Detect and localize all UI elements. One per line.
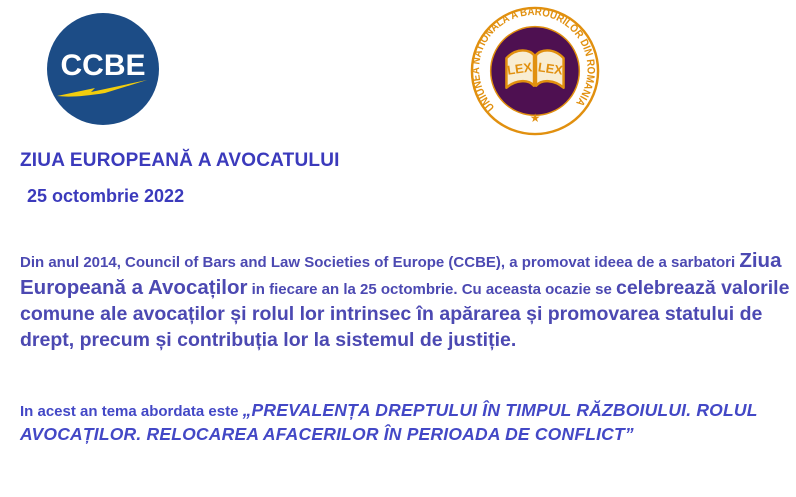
event-date: 25 octombrie 2022: [27, 186, 185, 206]
unbr-seal-graphic: [466, 5, 604, 137]
intro-text-middle: in fiecare an la 25 octombrie. Cu aceasta ocazie se: [247, 281, 616, 299]
page-title: ZIUA EUROPEANĂ A AVOCATULUI: [20, 150, 340, 171]
seal-ring-text: UNIUNEA NATIONALA A BAROURILOR DIN ROMANIA: [470, 5, 597, 114]
seal-star-icon: ★: [529, 111, 541, 126]
intro-paragraph: [20, 247, 792, 353]
intro-text-lead: Din anul 2014, Council of Bars and Law Societies of Europe (CCBE), a promovat ideea de a sarbatori: [20, 254, 740, 271]
unbr-seal-logo: [466, 5, 604, 137]
theme-paragraph: [20, 399, 792, 447]
intro-text-highlight: Ziua Europeană a Avocaților: [20, 249, 782, 300]
ccbe-logo-graphic: [42, 12, 164, 126]
ccbe-logo: [42, 12, 164, 126]
header: [0, 0, 796, 142]
open-book-icon: [506, 50, 564, 87]
theme-quote: „PREVALENȚA DREPTULUI ÎN TIMPUL RĂZBOIULUI. ROLUL AVOCAȚILOR. RELOCAREA AFACERILOR ÎN PERIOADA DE CONFLICT”: [20, 400, 758, 445]
ccbe-wordmark: CCBE: [60, 49, 146, 82]
intro-text-values: celebrează valorile comune ale avocaților și rolul lor intrinsec în apărarea și promovarea statului de drept, precum și contribuția lor la sistemul de justiție.: [20, 277, 790, 351]
book-lex-left: LEX: [506, 59, 533, 78]
content: [0, 150, 796, 447]
book-lex-right: LEX: [537, 59, 564, 78]
theme-text-lead: In acest an tema abordata este: [20, 403, 243, 421]
